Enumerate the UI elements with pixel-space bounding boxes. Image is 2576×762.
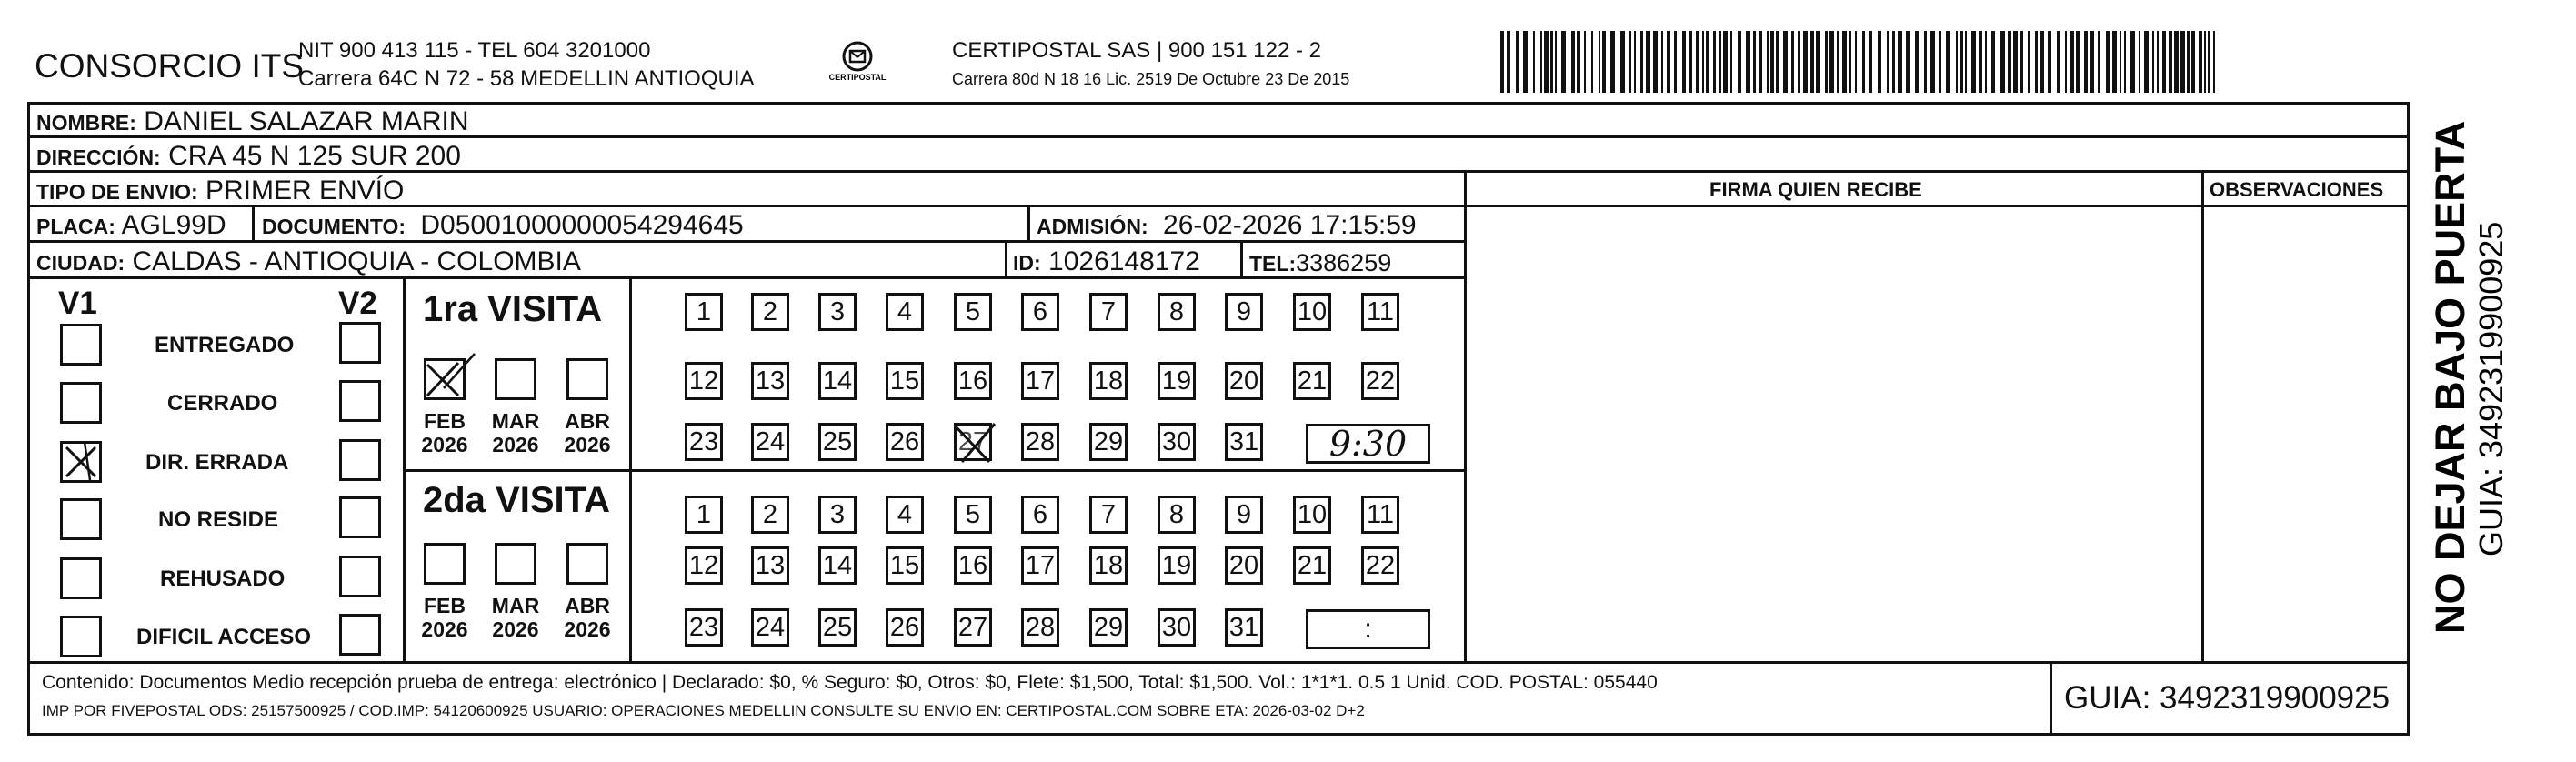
- barcode-bar: [2048, 31, 2051, 93]
- day-box[interactable]: 10: [1293, 496, 1331, 534]
- barcode-bar: [2106, 31, 2110, 93]
- day-box[interactable]: 1: [685, 293, 723, 331]
- day-box[interactable]: 17: [1021, 546, 1059, 585]
- day-box[interactable]: 7: [1089, 496, 1128, 534]
- barcode-bar: [2199, 31, 2202, 93]
- month-name: FEB: [424, 409, 466, 433]
- month-year: 2026: [564, 433, 611, 457]
- footer-guia: GUIA: 3492319900925: [2064, 680, 2391, 716]
- day-box[interactable]: 6: [1021, 293, 1059, 331]
- day-box[interactable]: 17: [1021, 362, 1059, 400]
- barcode-bar: [1816, 31, 1820, 93]
- placa-label: PLACA:: [36, 215, 115, 238]
- month-name: ABR: [565, 594, 610, 617]
- v1-checkbox[interactable]: [60, 324, 102, 366]
- day-box[interactable]: 23: [685, 608, 723, 647]
- firma-header: FIRMA QUIEN RECIBE: [1709, 178, 1922, 201]
- carrier-name: CERTIPOSTAL SAS | 900 151 122 - 2: [952, 38, 1321, 63]
- barcode-bar: [2112, 31, 2117, 93]
- barcode-bar: [1653, 31, 1658, 93]
- day-box[interactable]: 9: [1225, 496, 1263, 534]
- barcode-bar: [1759, 31, 1762, 93]
- footer-print-info: IMP POR FIVEPOSTAL ODS: 25157500925 / COD.IMP: 54120600925 USUARIO: OPERACIONES MEDELLIN CONSULTE SU ENVIO EN: CERTIPOSTAL.COM SOBRE ETA: 2026-03-02 D+2: [42, 702, 1365, 719]
- barcode-bar: [1507, 31, 1510, 93]
- barcode-bar: [2013, 31, 2018, 93]
- id-value: 1026148172: [1048, 246, 1200, 276]
- status-label: CERRADO: [167, 391, 278, 416]
- day-box[interactable]: 14: [818, 546, 857, 585]
- barcode-bar: [2208, 31, 2210, 93]
- barcode-bar: [1915, 31, 1919, 93]
- v1-checkbox[interactable]: [60, 498, 102, 540]
- day-box[interactable]: 25: [818, 608, 857, 647]
- barcode-bar: [1544, 31, 1549, 93]
- barcode-bar: [1561, 31, 1566, 93]
- barcode-bar: [1746, 31, 1750, 93]
- month-year: 2026: [421, 617, 468, 642]
- month-name: ABR: [565, 409, 610, 433]
- v2-checkbox[interactable]: [339, 556, 381, 597]
- barcode-bar: [1723, 31, 1728, 93]
- documento-value: D05001000000054294645: [420, 210, 744, 240]
- barcode-bar: [1979, 31, 1982, 93]
- day-box[interactable]: 3: [818, 293, 857, 331]
- second-visit-time: :: [1364, 614, 1372, 644]
- month-name: MAR: [491, 594, 540, 617]
- month-checkbox[interactable]: [495, 358, 536, 400]
- day-box[interactable]: 5: [954, 293, 992, 331]
- barcode-bar: [2090, 31, 2094, 93]
- barcode-bar: [1887, 31, 1889, 93]
- day-box[interactable]: 22: [1361, 546, 1399, 585]
- id-field: [1013, 246, 1200, 277]
- barcode-bar: [2057, 31, 2060, 93]
- admision-value: 26-02-2026 17:15:59: [1163, 210, 1417, 240]
- barcode-bar: [1702, 31, 1704, 93]
- month-label: [560, 409, 615, 457]
- barcode-bar: [1991, 31, 1995, 93]
- v2-label: V2: [338, 286, 377, 321]
- month-year: 2026: [492, 617, 539, 642]
- admision-field: [1037, 210, 1417, 241]
- day-box[interactable]: 29: [1089, 423, 1128, 461]
- barcode-bar: [1577, 31, 1580, 93]
- check-x-icon: [63, 444, 99, 480]
- barcode-bar: [2174, 31, 2179, 93]
- v2-checkbox[interactable]: [339, 496, 381, 538]
- barcode-bar: [2152, 31, 2154, 93]
- day-box[interactable]: 7: [1089, 293, 1128, 331]
- barcode-bar: [1689, 31, 1692, 93]
- barcode-bar: [1713, 31, 1716, 93]
- day-box[interactable]: 13: [751, 362, 789, 400]
- barcode-bar: [2157, 31, 2159, 93]
- barcode-bar: [1591, 31, 1593, 93]
- day-box[interactable]: 21: [1293, 362, 1331, 400]
- barcode-bar: [2162, 31, 2166, 93]
- side-guia: GUIA: 3492319900925: [2472, 221, 2510, 556]
- barcode-bar: [2008, 31, 2011, 93]
- barcode-bar: [2076, 31, 2080, 93]
- carrier-license: Carrera 80d N 18 16 Lic. 2519 De Octubre 23 De 2015: [952, 70, 1350, 88]
- day-box[interactable]: 12: [685, 362, 723, 400]
- day-box[interactable]: 26: [886, 423, 924, 461]
- v1-checkbox[interactable]: [60, 557, 102, 599]
- month-year: 2026: [564, 617, 611, 642]
- nombre-label: NOMBRE:: [36, 111, 136, 135]
- day-box[interactable]: 10: [1293, 293, 1331, 331]
- day-box[interactable]: 6: [1021, 496, 1059, 534]
- day-box[interactable]: 9: [1225, 293, 1263, 331]
- day-box[interactable]: 27: [954, 423, 992, 461]
- barcode-bar: [2065, 31, 2067, 93]
- v2-checkbox[interactable]: [339, 322, 381, 364]
- time-box[interactable]: [1306, 609, 1430, 649]
- v1-label: V1: [58, 286, 97, 321]
- barcode-bar: [1516, 31, 1519, 93]
- nombre-value: DANIEL SALAZAR MARIN: [144, 106, 469, 136]
- day-box[interactable]: 18: [1089, 362, 1128, 400]
- barcode-bar: [1555, 31, 1557, 93]
- month-label: [488, 594, 543, 642]
- company-nit: NIT 900 413 115 - TEL 604 3201000: [298, 38, 651, 63]
- tel-label: TEL:: [1249, 252, 1297, 276]
- day-box[interactable]: 24: [751, 423, 789, 461]
- barcode-bar: [1661, 31, 1663, 93]
- barcode-bar: [1602, 31, 1606, 93]
- day-box[interactable]: 28: [1021, 423, 1059, 461]
- barcode-bar: [1842, 31, 1847, 93]
- footer-contents: Contenido: Documentos Medio recepción prueba de entrega: electrónico | Declarado: $0, % Seguro: $0, Otros: $0, Flete: $1,500, Total: $1,500. Vol.: 1*1*1. 0.5 1 Unid. COD. POSTAL: 055440: [42, 672, 1658, 693]
- day-box[interactable]: 12: [685, 546, 723, 585]
- day-box[interactable]: 31: [1225, 608, 1263, 647]
- status-label: ENTREGADO: [155, 333, 295, 357]
- barcode-bar: [1730, 31, 1732, 93]
- day-box[interactable]: 20: [1225, 546, 1263, 585]
- first-visit-title: 1ra VISITA: [423, 289, 603, 329]
- month-year: 2026: [492, 433, 539, 457]
- barcode-bar: [1798, 31, 1800, 93]
- status-label: DIR. ERRADA: [145, 450, 289, 475]
- check-x-icon: [424, 352, 478, 397]
- barcode-bar: [2120, 31, 2121, 93]
- barcode-bar: [2000, 31, 2005, 93]
- barcode-bar: [1965, 31, 1967, 93]
- v1-checkbox[interactable]: [60, 382, 102, 424]
- barcode-bar: [2180, 31, 2185, 93]
- day-box[interactable]: 4: [886, 293, 924, 331]
- barcode-bar: [1892, 31, 1895, 93]
- barcode-bar: [1930, 31, 1935, 93]
- day-box[interactable]: 25: [818, 423, 857, 461]
- barcode-bar: [2040, 31, 2044, 93]
- v2-checkbox[interactable]: [339, 380, 381, 422]
- ciudad-field: [36, 246, 581, 277]
- month-checkbox[interactable]: [424, 543, 466, 585]
- tel-field: [1249, 249, 1391, 277]
- barcode-bar: [1667, 31, 1670, 93]
- day-box[interactable]: 2: [751, 293, 789, 331]
- v1-checkbox[interactable]: [60, 441, 102, 483]
- barcode-bar: [1829, 31, 1834, 93]
- barcode-bar: [1776, 31, 1779, 93]
- tipo-value: PRIMER ENVÍO: [205, 175, 405, 206]
- barcode-bar: [1783, 31, 1788, 93]
- barcode-bar: [2187, 31, 2190, 93]
- day-box[interactable]: 5: [954, 496, 992, 534]
- documento-label: DOCUMENTO:: [262, 215, 406, 238]
- barcode-bar: [1599, 31, 1600, 93]
- barcode-bar: [1738, 31, 1741, 93]
- barcode-bar: [2144, 31, 2149, 93]
- direccion-value: CRA 45 N 125 SUR 200: [168, 141, 461, 171]
- barcode-bar: [2035, 31, 2038, 93]
- barcode-bar: [1674, 31, 1677, 93]
- placa-value: AGL99D: [121, 210, 226, 240]
- barcode-bar: [2204, 31, 2206, 93]
- barcode-bar: [1869, 31, 1872, 93]
- barcode-bar: [1620, 31, 1625, 93]
- placa-field: [36, 210, 226, 241]
- barcode-bar: [1810, 31, 1814, 93]
- barcode-bar: [1719, 31, 1721, 93]
- barcode-bar: [2169, 31, 2172, 93]
- day-box[interactable]: 15: [886, 546, 924, 585]
- v2-checkbox[interactable]: [339, 439, 381, 481]
- status-label: NO RESIDE: [158, 507, 279, 532]
- barcode-bar: [1855, 31, 1857, 93]
- status-label: REHUSADO: [160, 566, 286, 591]
- barcode-bar: [1803, 31, 1808, 93]
- company-name: CONSORCIO ITS: [35, 47, 305, 85]
- barcode-bar: [2020, 31, 2023, 93]
- day-box[interactable]: 3: [818, 496, 857, 534]
- day-box[interactable]: 22: [1361, 362, 1399, 400]
- day-box[interactable]: 19: [1158, 362, 1196, 400]
- day-box[interactable]: 21: [1293, 546, 1331, 585]
- barcode-bar: [1924, 31, 1927, 93]
- day-box[interactable]: 15: [886, 362, 924, 400]
- day-box[interactable]: 8: [1158, 293, 1196, 331]
- barcode-bar: [2070, 31, 2074, 93]
- barcode-bar: [1540, 31, 1542, 93]
- barcode-bar: [1971, 31, 1976, 93]
- barcode-bar: [2124, 31, 2126, 93]
- day-box[interactable]: 16: [954, 546, 992, 585]
- barcode-bar: [1770, 31, 1774, 93]
- month-checkbox[interactable]: [495, 543, 536, 585]
- barcode-bar: [1946, 31, 1950, 93]
- month-label: [488, 409, 543, 457]
- barcode-bar: [1956, 31, 1958, 93]
- barcode-bar: [1550, 31, 1553, 93]
- month-name: MAR: [491, 409, 540, 433]
- day-box[interactable]: 1: [685, 496, 723, 534]
- barcode-bar: [1682, 31, 1686, 93]
- month-label: [417, 594, 472, 642]
- month-name: FEB: [424, 594, 466, 617]
- day-box[interactable]: 20: [1225, 362, 1263, 400]
- barcode-bar: [1610, 31, 1615, 93]
- check-x-icon: [949, 420, 1004, 466]
- barcode-bar: [2098, 31, 2100, 93]
- month-checkbox[interactable]: [566, 543, 608, 585]
- day-box[interactable]: 8: [1158, 496, 1196, 534]
- month-label: [560, 594, 615, 642]
- day-box[interactable]: 23: [685, 423, 723, 461]
- barcode-bar: [1706, 31, 1709, 93]
- month-label: [417, 409, 472, 457]
- day-box[interactable]: 18: [1089, 546, 1128, 585]
- admision-label: ADMISIÓN:: [1037, 215, 1148, 238]
- logo-text: CERTIPOSTAL: [828, 73, 887, 82]
- barcode-bar: [1634, 31, 1636, 93]
- company-address: Carrera 64C N 72 - 58 MEDELLIN ANTIOQUIA: [298, 66, 755, 91]
- side-warning: NO DEJAR BAJO PUERTA: [2427, 120, 2473, 634]
- day-box[interactable]: 2: [751, 496, 789, 534]
- barcode-bar: [1533, 31, 1535, 93]
- barcode: [1500, 31, 2223, 93]
- tipo-field: [36, 175, 404, 206]
- day-box[interactable]: 29: [1089, 608, 1128, 647]
- barcode-bar: [1960, 31, 1963, 93]
- barcode-bar: [1985, 31, 1987, 93]
- barcode-bar: [1500, 31, 1504, 93]
- barcode-bar: [1767, 31, 1769, 93]
- barcode-bar: [1571, 31, 1575, 93]
- tipo-label: TIPO DE ENVIO:: [36, 180, 198, 204]
- documento-field: [262, 210, 744, 241]
- barcode-bar: [1862, 31, 1865, 93]
- day-box[interactable]: 4: [886, 496, 924, 534]
- month-checkbox[interactable]: [424, 358, 466, 400]
- direccion-field: [36, 141, 461, 172]
- day-box[interactable]: 27: [954, 608, 992, 647]
- id-label: ID:: [1013, 251, 1041, 275]
- nombre-field: [36, 106, 469, 137]
- barcode-bar: [1939, 31, 1941, 93]
- day-box[interactable]: 11: [1361, 293, 1399, 331]
- barcode-bar: [2191, 31, 2195, 93]
- month-checkbox[interactable]: [566, 358, 608, 400]
- barcode-bar: [1837, 31, 1839, 93]
- month-year: 2026: [421, 433, 468, 457]
- side-text: [2419, 102, 2528, 638]
- status-label: DIFICIL ACCESO: [136, 625, 312, 649]
- barcode-bar: [2084, 31, 2088, 93]
- barcode-bar: [1825, 31, 1828, 93]
- barcode-bar: [2213, 31, 2215, 93]
- obs-header: OBSERVACIONES: [2210, 178, 2384, 201]
- barcode-bar: [1646, 31, 1650, 93]
- ciudad-label: CIUDAD:: [36, 251, 125, 275]
- barcode-bar: [1523, 31, 1528, 93]
- first-visit-time: 9:30: [1328, 424, 1408, 464]
- day-box[interactable]: 24: [751, 608, 789, 647]
- barcode-bar: [1584, 31, 1586, 93]
- day-box[interactable]: 14: [818, 362, 857, 400]
- v1-checkbox[interactable]: [60, 616, 102, 657]
- v2-checkbox[interactable]: [339, 614, 381, 656]
- day-box[interactable]: 13: [751, 546, 789, 585]
- second-visit-title: 2da VISITA: [423, 480, 610, 520]
- day-box[interactable]: 31: [1225, 423, 1263, 461]
- barcode-bar: [2139, 31, 2140, 93]
- barcode-bar: [1696, 31, 1699, 93]
- barcode-bar: [2130, 31, 2135, 93]
- direccion-label: DIRECCIÓN:: [36, 145, 161, 169]
- day-box[interactable]: 26: [886, 608, 924, 647]
- day-box[interactable]: 16: [954, 362, 992, 400]
- time-box[interactable]: [1306, 424, 1430, 464]
- ciudad-value: CALDAS - ANTIOQUIA - COLOMBIA: [132, 246, 581, 276]
- day-box[interactable]: 19: [1158, 546, 1196, 585]
- barcode-bar: [1878, 31, 1881, 93]
- tel-value: 3386259: [1296, 249, 1392, 276]
- day-box[interactable]: 30: [1158, 608, 1196, 647]
- barcode-bar: [1906, 31, 1910, 93]
- day-box[interactable]: 11: [1361, 496, 1399, 534]
- barcode-bar: [1629, 31, 1631, 93]
- barcode-bar: [1791, 31, 1794, 93]
- day-box[interactable]: 28: [1021, 608, 1059, 647]
- barcode-bar: [1849, 31, 1851, 93]
- barcode-bar: [2028, 31, 2030, 93]
- barcode-bar: [1640, 31, 1643, 93]
- barcode-bar: [1753, 31, 1756, 93]
- certipostal-logo-icon: [828, 40, 887, 91]
- day-box[interactable]: 30: [1158, 423, 1196, 461]
- barcode-bar: [1898, 31, 1902, 93]
